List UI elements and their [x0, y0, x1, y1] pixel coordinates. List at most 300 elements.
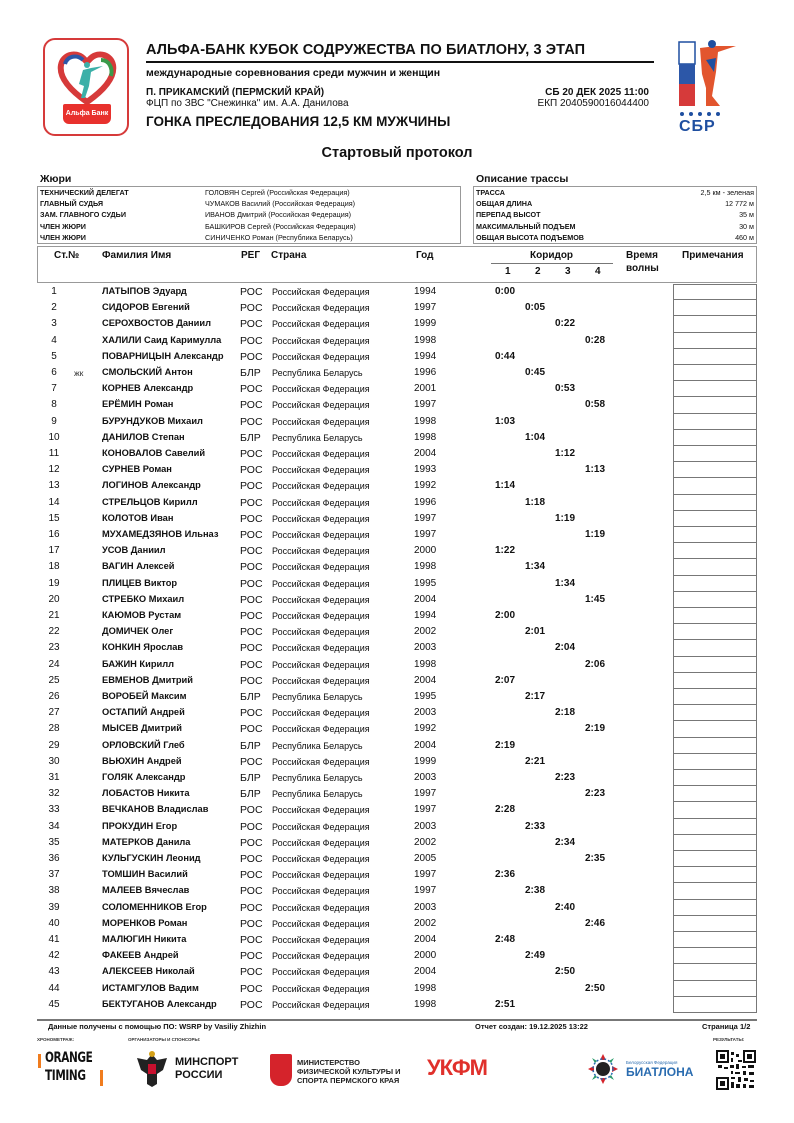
birth-year: 2003 [414, 901, 437, 913]
region-code: РОС [240, 626, 263, 639]
region-code: РОС [240, 561, 263, 574]
country: Российская Федерация [272, 400, 370, 411]
corridor-col-2: 2 [535, 266, 541, 277]
start-number: 44 [48, 982, 60, 994]
athlete-name: ВЕЧКАНОВ Владислав [102, 804, 209, 815]
athlete-name: КОЛОТОВ Иван [102, 512, 174, 523]
table-row [0, 916, 794, 932]
col-wave-time: Время [626, 250, 658, 261]
country: Российская Федерация [272, 465, 370, 476]
table-row [0, 365, 794, 381]
region-code: РОС [240, 480, 263, 493]
table-row [0, 381, 794, 397]
track-label: Описание трассы [476, 173, 569, 185]
table-row [0, 446, 794, 462]
notes-input-box[interactable] [673, 349, 757, 365]
data-source: Данные получены с помощью ПО: WSRP by Vasiliy Zhizhin [48, 1022, 267, 1031]
athlete-name: ЕВМЕНОВ Дмитрий [102, 674, 193, 685]
table-row [0, 559, 794, 575]
region-code: РОС [240, 448, 263, 460]
start-number: 11 [48, 448, 60, 459]
notes-input-box[interactable] [673, 430, 757, 446]
athlete-name: СЕРОХВОСТОВ Даниил [102, 318, 211, 329]
birth-year: 2003 [414, 642, 437, 654]
athlete-name: УСОВ Даниил [102, 545, 166, 556]
region-code: РОС [240, 512, 263, 525]
notes-input-box[interactable] [673, 333, 757, 349]
event-subtitle: международные соревнования среди мужчин и женщин [146, 67, 441, 79]
notes-input-box[interactable] [673, 819, 757, 835]
notes-input-box[interactable] [673, 916, 757, 932]
start-number: 4 [51, 334, 57, 346]
birth-year: 2003 [414, 707, 437, 719]
country: Российская Федерация [272, 870, 370, 881]
wave-start-time: 2:34 [555, 836, 576, 848]
notes-input-box[interactable] [673, 673, 757, 689]
ukpm-text: УКФМ [427, 1055, 487, 1080]
perm-shield-icon [270, 1054, 292, 1086]
start-number: 31 [48, 772, 60, 783]
notes-input-box[interactable] [673, 300, 757, 316]
country: Российская Федерация [272, 530, 370, 540]
country: Российская Федерация [272, 935, 370, 945]
biathlete-flag-icon [676, 38, 742, 110]
start-number: 21 [48, 610, 60, 621]
event-venue: ФЦП по ЗВС "Снежинка" им. А.А. Данилова [146, 98, 349, 109]
athlete-name: МОРЕНКОВ Роман [102, 917, 188, 928]
timing-label: ХРОНОМЕТРАЖ: [37, 1037, 75, 1042]
notes-input-box[interactable] [673, 478, 757, 494]
table-row [0, 997, 794, 1013]
start-number: 22 [48, 626, 60, 638]
region-code: РОС [240, 545, 263, 558]
athlete-name: СМОЛЬСКИЙ Антон [102, 367, 193, 377]
birth-year: 1997 [414, 885, 437, 897]
notes-input-box[interactable] [673, 835, 757, 851]
country: Российская Федерация [272, 594, 370, 605]
region-code: РОС [240, 415, 263, 428]
birth-year: 1998 [414, 415, 437, 427]
eagle-emblem-icon [135, 1050, 169, 1088]
region-code: РОС [240, 642, 263, 655]
col-wave-time-2: волны [626, 263, 659, 274]
country: Российская Федерация [272, 983, 370, 994]
start-number: 33 [48, 804, 60, 816]
table-row [0, 592, 794, 608]
table-row [0, 414, 794, 430]
track-row [474, 209, 756, 220]
birth-year: 1997 [414, 529, 437, 540]
sbr-text: СБР [679, 118, 716, 135]
table-row [0, 608, 794, 624]
track-table [473, 186, 757, 244]
ukpm-logo [427, 1055, 487, 1081]
notes-input-box[interactable] [673, 284, 757, 300]
notes-input-box[interactable] [673, 381, 757, 397]
athlete-name: КОНОВАЛОВ Савелий [102, 448, 206, 458]
event-location: П. ПРИКАМСКИЙ (ПЕРМСКИЙ КРАЙ) [146, 87, 325, 98]
athlete-name: СУРНЕВ Роман [102, 464, 172, 475]
athlete-name: БАЖИН Кирилл [102, 658, 175, 669]
table-row [0, 300, 794, 316]
table-row [0, 867, 794, 883]
region-code: РОС [240, 593, 263, 606]
birth-year: 1997 [414, 804, 437, 816]
notes-input-box[interactable] [673, 948, 757, 964]
wave-start-time: 2:01 [525, 626, 546, 638]
notes-input-box[interactable] [673, 462, 757, 478]
notes-input-box[interactable] [673, 738, 757, 754]
birth-year: 1998 [414, 982, 437, 994]
birth-year: 1996 [414, 496, 437, 508]
ornament-star-icon [586, 1052, 620, 1086]
wave-start-time: 0:28 [585, 334, 606, 346]
notes-input-box[interactable] [673, 754, 757, 770]
athlete-name: ДАНИЛОВ Степан [102, 431, 185, 442]
notes-input-box[interactable] [673, 932, 757, 948]
region-code: БЛР [240, 691, 261, 703]
start-number: 12 [48, 464, 60, 476]
notes-input-box[interactable] [673, 851, 757, 867]
athlete-name: КОНКИН Ярослав [102, 642, 184, 653]
region-code: РОС [240, 950, 263, 963]
athlete-name: СИДОРОВ Евгений [102, 302, 190, 313]
notes-input-box[interactable] [673, 786, 757, 802]
results-qr-code-icon[interactable] [716, 1050, 756, 1090]
table-row [0, 754, 794, 770]
country: Республика Беларусь [272, 789, 363, 800]
wave-start-time: 2:50 [555, 966, 576, 978]
wave-start-time: 2:23 [585, 788, 606, 800]
region-code: РОС [240, 399, 263, 412]
region-code: РОС [240, 529, 263, 541]
wave-start-time: 1:19 [585, 529, 606, 540]
wave-start-time: 1:22 [495, 545, 516, 557]
jury-person: СИНИЧЕНКО Роман (Республика Беларусь) [205, 232, 353, 242]
table-row [0, 462, 794, 478]
start-number: 23 [48, 642, 60, 654]
notes-input-box[interactable] [673, 446, 757, 462]
birth-year: 2003 [414, 820, 437, 832]
start-number: 9 [51, 415, 57, 427]
bfb-caption: Белорусская Федерация [626, 1060, 678, 1065]
athlete-name: МУХАМЕДЗЯНОВ Ильназ [102, 529, 219, 539]
wave-start-time: 2:36 [495, 869, 516, 881]
notes-input-box[interactable] [673, 770, 757, 786]
birth-year: 2004 [414, 593, 437, 605]
wave-start-time: 2:38 [525, 885, 546, 897]
start-number: 43 [48, 966, 60, 978]
ukpm-caption [519, 1063, 551, 1066]
notes-input-box[interactable] [673, 365, 757, 381]
country: Российская Федерация [272, 724, 370, 735]
athlete-note: жк [74, 368, 84, 378]
country: Российская Федерация [272, 659, 370, 670]
start-number: 28 [48, 723, 60, 735]
col-name: Фамилия Имя [102, 250, 172, 261]
wave-start-time: 1:14 [495, 480, 516, 492]
country: Российская Федерация [272, 481, 370, 492]
jury-role: ЧЛЕН ЖЮРИ [40, 221, 86, 231]
country: Российская Федерация [272, 708, 370, 719]
country: Российская Федерация [272, 578, 370, 589]
athlete-name: МАТЕРКОВ Данила [102, 836, 191, 847]
jury-person: ИВАНОВ Дмитрий (Российская Федерация) [205, 210, 352, 220]
notes-input-box[interactable] [673, 592, 757, 608]
birth-year: 2005 [414, 853, 437, 864]
start-number: 32 [48, 788, 60, 800]
alfa-bank-cup-logo [43, 38, 129, 136]
athlete-name: ОСТАПИЙ Андрей [102, 707, 185, 718]
track-row [474, 187, 756, 198]
athlete-name: ХАЛИЛИ Саид Каримулла [102, 334, 222, 345]
athlete-name: КОРНЕВ Александр [102, 383, 194, 394]
athlete-name: ВОРОБЕЙ Максим [102, 691, 187, 701]
notes-input-box[interactable] [673, 964, 757, 980]
region-code: РОС [240, 610, 263, 622]
start-number: 36 [48, 853, 60, 864]
table-row [0, 786, 794, 802]
birth-year: 1996 [414, 367, 437, 378]
wave-start-time: 2:00 [495, 610, 516, 621]
start-number: 35 [48, 836, 60, 848]
region-code: РОС [240, 286, 263, 298]
country: Российская Федерация [272, 999, 370, 1010]
heart-biathlete-icon [57, 50, 117, 105]
notes-input-box[interactable] [673, 802, 757, 818]
start-list-header [37, 246, 757, 283]
track-key: ОБЩАЯ ВЫСОТА ПОДЪЕМОВ [476, 232, 584, 242]
start-number: 20 [48, 593, 60, 605]
start-number: 37 [48, 869, 60, 881]
wave-start-time: 2:19 [495, 739, 516, 751]
table-row [0, 770, 794, 786]
start-number: 19 [48, 577, 60, 589]
corridor-col-3: 3 [565, 266, 571, 277]
region-code: РОС [240, 674, 263, 687]
col-year: Год [416, 250, 434, 261]
table-row [0, 932, 794, 948]
athlete-name: ДОМИЧЕК Олег [102, 626, 174, 637]
notes-input-box[interactable] [673, 414, 757, 430]
notes-input-box[interactable] [673, 559, 757, 575]
start-number: 29 [48, 739, 60, 751]
athlete-name: ПРОКУДИН Егор [102, 820, 178, 831]
birth-year: 1997 [414, 399, 437, 411]
track-value: 35 м [739, 210, 754, 220]
wave-start-time: 1:03 [495, 415, 516, 427]
wave-start-time: 0:45 [525, 367, 546, 378]
jury-row [38, 232, 460, 243]
region-code: РОС [240, 334, 263, 347]
birth-year: 1999 [414, 318, 437, 330]
notes-input-box[interactable] [673, 721, 757, 737]
start-number: 40 [48, 917, 60, 929]
country: Российская Федерация [272, 351, 370, 362]
race-title: ГОНКА ПРЕСЛЕДОВАНИЯ 12,5 КМ МУЖЧИНЫ [146, 114, 451, 129]
athlete-name: ФАКЕЕВ Андрей [102, 950, 179, 961]
birth-year: 1998 [414, 431, 437, 443]
region-code: РОС [240, 982, 263, 995]
document-title: Стартовый протокол [321, 145, 473, 161]
country: Российская Федерация [272, 951, 370, 962]
track-row [474, 221, 756, 232]
table-row [0, 802, 794, 818]
notes-input-box[interactable] [673, 657, 757, 673]
birth-year: 2002 [414, 917, 437, 929]
wave-start-time: 1:34 [555, 577, 576, 589]
wave-start-time: 2:35 [585, 853, 606, 864]
page-number: Страница 1/2 [702, 1022, 751, 1031]
jury-label: Жюри [40, 173, 72, 185]
wave-start-time: 1:13 [585, 464, 606, 476]
region-code: РОС [240, 723, 263, 736]
start-number: 25 [48, 674, 60, 686]
start-number: 27 [48, 707, 60, 719]
perm-line-1: МИНИСТЕРСТВО [297, 1058, 360, 1067]
notes-input-box[interactable] [673, 900, 757, 916]
athlete-name: БУРУНДУКОВ Михаил [102, 415, 203, 426]
track-value: 460 м [735, 232, 754, 242]
table-row [0, 397, 794, 413]
athlete-name: ВЬЮХИН Андрей [102, 755, 182, 766]
orange-timing-logo [37, 1050, 107, 1090]
wave-start-time: 1:19 [555, 512, 576, 524]
birth-year: 2004 [414, 448, 437, 459]
wave-start-time: 2:28 [495, 804, 516, 816]
event-title: АЛЬФА-БАНК КУБОК СОДРУЖЕСТВА ПО БИАТЛОНУ, 3 ЭТАП [146, 42, 654, 63]
notes-input-box[interactable] [673, 608, 757, 624]
col-corridor: Коридор [530, 250, 574, 261]
notes-input-box[interactable] [673, 624, 757, 640]
table-row [0, 624, 794, 640]
notes-input-box[interactable] [673, 543, 757, 559]
notes-input-box[interactable] [673, 576, 757, 592]
birth-year: 1994 [414, 286, 437, 297]
country: Российская Федерация [272, 902, 370, 913]
table-row [0, 738, 794, 754]
start-number: 2 [51, 302, 57, 314]
start-number: 26 [48, 691, 60, 702]
notes-input-box[interactable] [673, 867, 757, 883]
jury-row [38, 209, 460, 220]
track-value: 2,5 км - зеленая [700, 188, 754, 198]
sbr-logo [676, 38, 742, 138]
birth-year: 2001 [414, 383, 437, 395]
track-key: МАКСИМАЛЬНЫЙ ПОДЪЕМ [476, 221, 576, 231]
birth-year: 1998 [414, 658, 437, 670]
wave-start-time: 2:19 [585, 723, 606, 735]
table-row [0, 705, 794, 721]
country: Российская Федерация [272, 756, 370, 767]
corridor-col-4: 4 [595, 266, 601, 277]
birth-year: 2003 [414, 772, 437, 783]
birth-year: 2002 [414, 836, 437, 848]
start-number: 14 [48, 496, 60, 508]
notes-input-box[interactable] [673, 316, 757, 332]
table-row [0, 478, 794, 494]
country: Российская Федерация [272, 416, 370, 427]
region-code: РОС [240, 577, 263, 590]
country: Российская Федерация [272, 562, 370, 573]
country: Российская Федерация [272, 627, 370, 638]
jury-person: ЧУМАКОВ Василий (Российская Федерация) [205, 199, 356, 209]
notes-input-box[interactable] [673, 397, 757, 413]
table-row [0, 948, 794, 964]
jury-role: ЧЛЕН ЖЮРИ [40, 232, 86, 242]
jury-role: ТЕХНИЧЕСКИЙ ДЕЛЕГАТ [40, 188, 129, 198]
birth-year: 2002 [414, 626, 437, 638]
region-code: РОС [240, 658, 263, 671]
notes-input-box[interactable] [673, 527, 757, 543]
birth-year: 1997 [414, 788, 437, 800]
notes-input-box[interactable] [673, 981, 757, 997]
birth-year: 2000 [414, 950, 437, 962]
start-number: 10 [48, 431, 60, 443]
corridor-col-1: 1 [505, 266, 511, 277]
athlete-name: ВАГИН Алексей [102, 561, 175, 572]
notes-input-box[interactable] [673, 511, 757, 527]
start-number: 5 [51, 350, 57, 362]
table-row [0, 673, 794, 689]
wave-start-time: 0:00 [495, 286, 516, 297]
country: Российская Федерация [272, 821, 370, 832]
birth-year: 1997 [414, 302, 437, 314]
athlete-name: ГОЛЯК Александр [102, 772, 186, 782]
table-row [0, 964, 794, 980]
region-code: РОС [240, 917, 263, 930]
notes-input-box[interactable] [673, 705, 757, 721]
timing-text: TIMING [45, 1068, 86, 1084]
notes-input-box[interactable] [673, 883, 757, 899]
wave-start-time: 1:34 [525, 561, 546, 573]
region-code: РОС [240, 496, 263, 509]
wave-start-time: 1:45 [585, 593, 606, 605]
athlete-name: МЫСЕВ Дмитрий [102, 723, 182, 734]
notes-input-box[interactable] [673, 640, 757, 656]
athlete-name: ПЛИЦЕВ Виктор [102, 577, 178, 588]
athlete-name: АЛЕКСЕЕВ Николай [102, 966, 195, 977]
athlete-name: ТОМШИН Василий [102, 869, 188, 880]
table-row [0, 981, 794, 997]
wave-start-time: 2:23 [555, 772, 576, 783]
notes-input-box[interactable] [673, 495, 757, 511]
event-header [146, 42, 656, 129]
notes-input-box[interactable] [673, 997, 757, 1013]
country: Российская Федерация [272, 303, 370, 314]
wave-start-time: 2:07 [495, 674, 516, 686]
start-number: 1 [51, 286, 57, 297]
start-number: 17 [48, 545, 60, 557]
table-row [0, 883, 794, 899]
bfb-title: БИАТЛОНА [626, 1065, 694, 1079]
table-row [0, 835, 794, 851]
table-row [0, 511, 794, 527]
region-code: РОС [240, 464, 263, 477]
athlete-name: СТРЕЛЬЦОВ Кирилл [102, 496, 198, 507]
notes-input-box[interactable] [673, 689, 757, 705]
wave-start-time: 2:06 [585, 658, 606, 670]
wave-start-time: 0:22 [555, 318, 576, 330]
jury-row [38, 221, 460, 232]
country: Российская Федерация [272, 643, 370, 654]
table-row [0, 721, 794, 737]
country: Республика Беларусь [272, 368, 363, 378]
start-number: 41 [48, 934, 60, 945]
region-code: РОС [240, 804, 263, 817]
start-number: 38 [48, 885, 60, 897]
region-code: РОС [240, 934, 263, 946]
